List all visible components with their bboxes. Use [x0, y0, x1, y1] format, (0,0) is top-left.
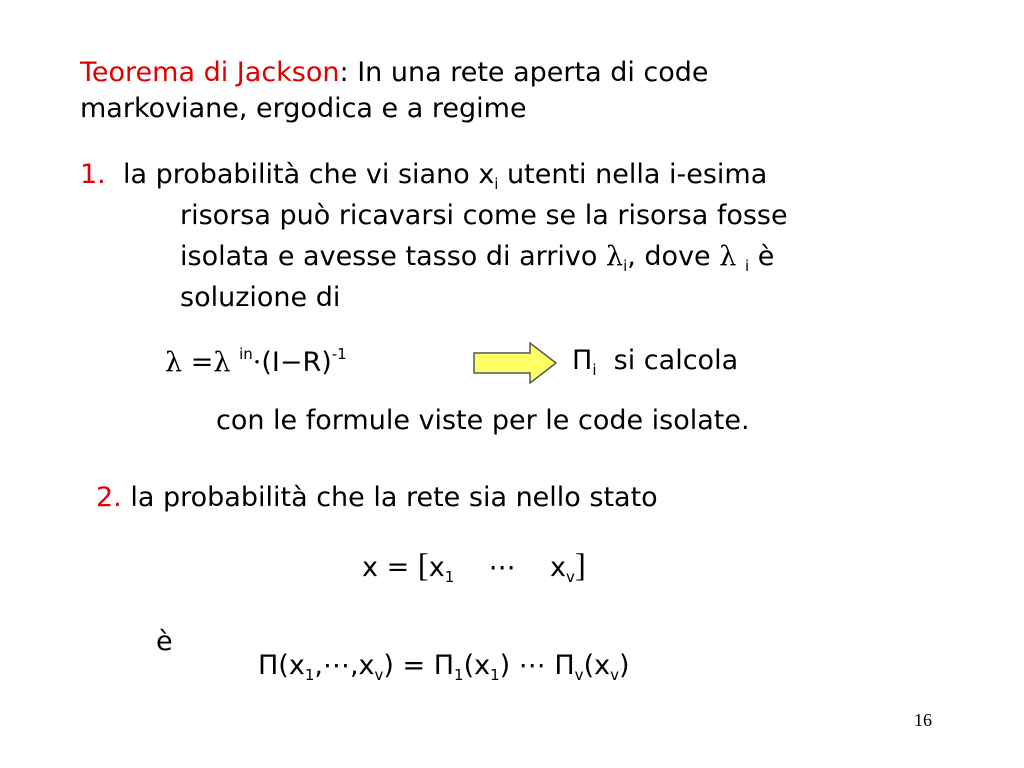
product-form-formula: [258, 650, 630, 684]
item1-line3: [180, 239, 774, 284]
item1-text-a: la probabilità che vi siano x: [122, 159, 495, 190]
state-left-bracket: [: [417, 548, 429, 584]
page-number: 16: [914, 710, 932, 730]
f2-sub1: 1: [304, 666, 315, 684]
formula1-sup-exp: -1: [331, 345, 347, 363]
item1-line2: risorsa può ricavarsi come se la risorsa fosse: [180, 200, 788, 231]
state-vector-formula: [362, 548, 586, 586]
formula1-paren: (I: [261, 347, 280, 378]
formula1-eq: =: [190, 347, 214, 378]
pi-text: si calcola: [613, 345, 739, 376]
item1-number: 1.: [80, 159, 106, 190]
item2-number: 2.: [96, 482, 122, 513]
item1-line1: [80, 157, 767, 202]
lambda-sub-i: i: [623, 257, 628, 275]
formula1-lambda2: λ: [213, 347, 231, 378]
f2-subvc: v: [610, 666, 619, 684]
title-text-line2: markoviane, ergodica e a regime: [80, 93, 527, 124]
formula1-sup-in: in: [239, 345, 253, 363]
e-grave-text: è: [156, 626, 173, 657]
item1-line3-c: è: [749, 241, 775, 272]
f2-subvb: v: [574, 666, 584, 684]
right-arrow-icon: [472, 340, 558, 386]
title-text-line1: In una rete aperta di code: [348, 57, 709, 88]
item2-text: la probabilità che la rete sia nello stato: [130, 482, 658, 513]
f2-mid: ,⋯,x: [314, 650, 375, 681]
f2-part2: (x: [463, 650, 491, 681]
state-xv: x: [550, 552, 566, 583]
title-colon: :: [339, 57, 349, 88]
lambda-sub-i-2: i: [744, 257, 750, 275]
f2-subv: v: [374, 666, 384, 684]
lambda-symbol-2: λ: [719, 241, 737, 272]
item1-line4: soluzione di: [180, 282, 341, 313]
formula-traffic-equation: [165, 345, 347, 378]
f2-part4: (x: [583, 650, 611, 681]
lambda-symbol: λ: [605, 241, 624, 272]
f2-close-eq: ) = Π: [383, 650, 455, 681]
formula1-minus: −: [279, 347, 303, 378]
item2-line: [96, 480, 658, 516]
item1-line3-b: , dove: [627, 241, 720, 272]
item1-sub-i: i: [494, 175, 499, 193]
pi-symbol: Π: [572, 345, 593, 376]
pi-result: [572, 343, 738, 388]
state-eq: =: [386, 552, 410, 583]
state-x1: x: [428, 552, 445, 583]
pi-sub-i: i: [592, 361, 597, 379]
con-formule-text: con le formule viste per le code isolate.: [216, 405, 750, 436]
f2-pi-open: Π(x: [258, 650, 305, 681]
item1-line3-a: isolata e avesse tasso di arrivo: [180, 241, 606, 272]
state-right-bracket: ]: [574, 548, 586, 584]
slide-title: [80, 55, 709, 91]
state-sub-1: 1: [444, 568, 455, 586]
f2-sub1c: 1: [490, 666, 500, 684]
theorem-name: Teorema di Jackson: [80, 57, 340, 88]
state-sub-v: v: [566, 568, 575, 586]
state-dots: ⋯: [488, 552, 516, 583]
formula1-dot: ·: [252, 347, 262, 378]
item1-text-b: utenti nella i-esima: [498, 159, 768, 190]
formula1-r: R): [302, 347, 332, 378]
f2-part3: ) ⋯ Π: [499, 650, 575, 681]
f2-part5: ): [618, 650, 630, 681]
f2-sub1b: 1: [454, 666, 464, 684]
state-x: x: [362, 552, 378, 583]
formula1-lambda: λ: [165, 347, 183, 378]
